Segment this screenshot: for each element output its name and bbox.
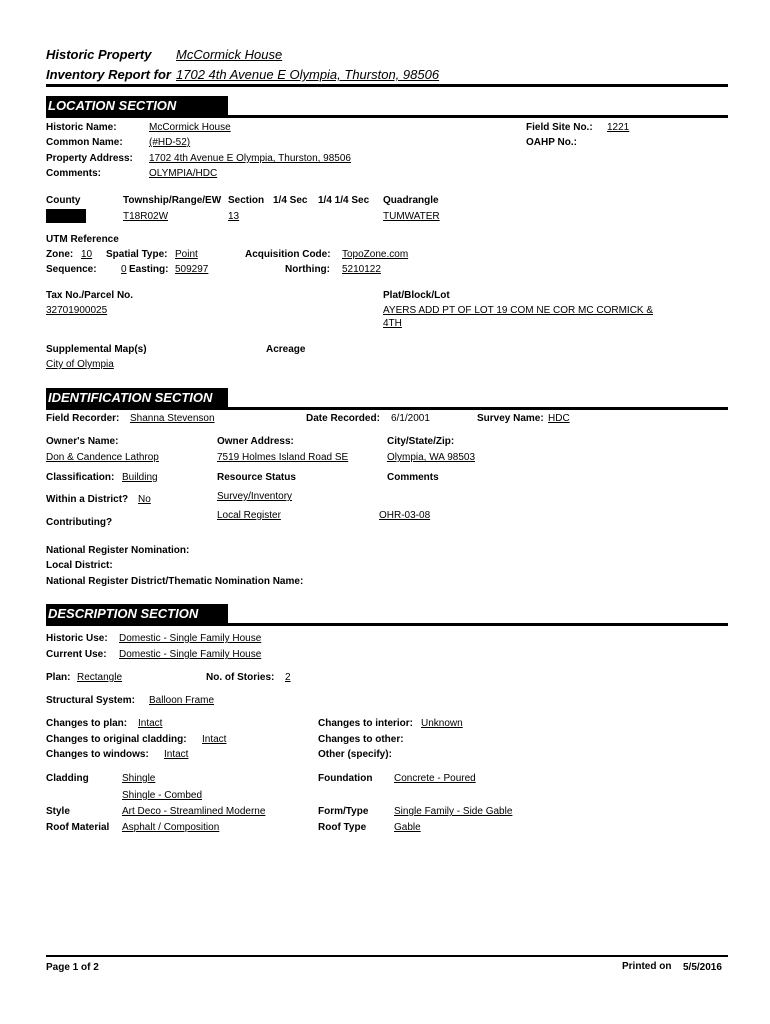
field-recorder-label: Field Recorder: [46,413,120,424]
city-state-zip-label: City/State/Zip: [387,436,455,447]
cladding-value-1: Shingle [122,773,156,784]
national-register-nomination-label: National Register Nomination: [46,545,190,556]
classification-value: Building [122,472,158,483]
header-property-name: McCormick House [176,47,283,62]
form-type-value: Single Family - Side Gable [394,806,513,817]
foundation-value: Concrete - Poured [394,773,476,784]
oahp-label: OAHP No.: [526,137,577,148]
contributing-label: Contributing? [46,517,113,528]
header-label-report: Inventory Report for [46,67,171,82]
changes-windows-value: Intact [164,749,189,760]
changes-cladding-label: Changes to original cladding: [46,734,187,745]
northing-label: Northing: [285,264,330,275]
county-redacted-box [46,209,86,223]
plan-label: Plan: [46,672,71,683]
roof-type-value: Gable [394,822,421,833]
sequence-value: 0 [121,264,127,275]
survey-name-value: HDC [548,413,570,424]
date-recorded-value: 6/1/2001 [391,413,430,424]
style-label: Style [46,806,70,817]
section-value: 13 [228,211,240,222]
acquisition-code-label: Acquisition Code: [245,249,331,260]
stories-value: 2 [285,672,291,683]
roof-material-label: Roof Material [46,822,110,833]
cladding-label: Cladding [46,773,89,784]
zone-label: Zone: [46,249,74,260]
changes-interior-value: Unknown [421,718,463,729]
changes-cladding-value: Intact [202,734,227,745]
field-site-label: Field Site No.: [526,122,593,133]
header-address: 1702 4th Avenue E Olympia, Thurston, 98506 [176,67,440,82]
supplemental-maps-value: City of Olympia [46,359,114,370]
header-rule [46,84,728,87]
location-section-title: LOCATION SECTION [46,96,228,115]
plan-value: Rectangle [77,672,123,683]
quarter-quarter-label: 1/4 1/4 Sec [318,195,370,206]
supplemental-maps-label: Supplemental Map(s) [46,344,147,355]
description-section-title: DESCRIPTION SECTION [46,604,228,623]
survey-inventory-status: Survey/Inventory [217,491,293,502]
owner-address-value: 7519 Holmes Island Road SE [217,452,349,463]
identification-section-header [46,388,728,410]
footer-rule [46,955,728,957]
changes-plan-label: Changes to plan: [46,718,128,729]
quarter-sec-label: 1/4 Sec [273,195,308,206]
historic-use-label: Historic Use: [46,633,108,644]
field-recorder-value: Shanna Stevenson [130,413,215,424]
roof-material-value: Asphalt / Composition [122,822,220,833]
plat-block-lot-value-line1: AYERS ADD PT OF LOT 19 COM NE COR MC CORMICK & [383,305,654,316]
changes-windows-label: Changes to windows: [46,749,149,760]
acquisition-code-value: TopoZone.com [342,249,409,260]
utm-label: UTM Reference [46,234,119,245]
nr-district-label: National Register District/Thematic Nomination Name: [46,576,304,587]
description-section-header [46,604,728,626]
header-label-property: Historic Property [46,47,152,62]
owner-name-label: Owner's Name: [46,436,119,447]
historic-use-value: Domestic - Single Family House [119,633,262,644]
changes-other-label: Changes to other: [318,734,404,745]
plat-block-lot-label: Plat/Block/Lot [383,290,450,301]
tax-parcel-label: Tax No./Parcel No. [46,290,134,301]
field-site-value: 1221 [607,122,630,133]
property-address-value: 1702 4th Avenue E Olympia, Thurston, 98506 [149,153,351,164]
identification-section-title: IDENTIFICATION SECTION [46,388,228,407]
printed-on-label: Printed on [622,961,672,972]
style-value: Art Deco - Streamlined Moderne [122,806,266,817]
changes-interior-label: Changes to interior: [318,718,414,729]
common-name-label: Common Name: [46,137,123,148]
city-state-zip-value: Olympia, WA 98503 [387,452,476,463]
acreage-label: Acreage [266,344,306,355]
sequence-label: Sequence: [46,264,97,275]
cladding-value-2: Shingle - Combed [122,790,203,801]
plat-block-lot-value-line2: 4TH [383,318,402,329]
other-specify-label: Other (specify): [318,749,392,760]
resource-status-label: Resource Status [217,472,296,483]
location-section-header [46,96,728,118]
quadrangle-label: Quadrangle [383,195,439,206]
owner-address-label: Owner Address: [217,436,294,447]
structural-system-label: Structural System: [46,695,135,706]
local-register-status: Local Register [217,510,281,521]
local-register-comment: OHR-03-08 [379,510,431,521]
common-name-value: (#HD-52) [149,137,191,148]
historic-name-value: McCormick House [149,122,231,133]
spatial-type-value: Point [175,249,198,260]
page-number: Page 1 of 2 [46,962,99,973]
county-label: County [46,195,81,206]
zone-value: 10 [81,249,93,260]
stories-label: No. of Stories: [206,672,275,683]
survey-name-label: Survey Name: [477,413,544,424]
easting-value: 509297 [175,264,209,275]
trs-label: Township/Range/EW [123,195,222,206]
within-district-value: No [138,494,151,505]
current-use-value: Domestic - Single Family House [119,649,262,660]
trs-value: T18R02W [123,211,169,222]
printed-on-date: 5/5/2016 [683,962,722,973]
roof-type-label: Roof Type [318,822,367,833]
form-type-label: Form/Type [318,806,369,817]
comments-label: Comments: [46,168,102,179]
spatial-type-label: Spatial Type: [106,249,168,260]
section-label: Section [228,195,265,206]
tax-parcel-value: 32701900025 [46,305,108,316]
foundation-label: Foundation [318,773,373,784]
structural-system-value: Balloon Frame [149,695,215,706]
comments-header-label: Comments [387,472,439,483]
classification-label: Classification: [46,472,115,483]
comments-value: OLYMPIA/HDC [149,168,218,179]
date-recorded-label: Date Recorded: [306,413,380,424]
northing-value: 5210122 [342,264,381,275]
quadrangle-value: TUMWATER [383,211,440,222]
property-address-label: Property Address: [46,153,133,164]
owner-name-value: Don & Candence Lathrop [46,452,159,463]
changes-plan-value: Intact [138,718,163,729]
historic-name-label: Historic Name: [46,122,117,133]
easting-label: Easting: [129,264,169,275]
local-district-label: Local District: [46,560,113,571]
current-use-label: Current Use: [46,649,107,660]
within-district-label: Within a District? [46,494,129,505]
